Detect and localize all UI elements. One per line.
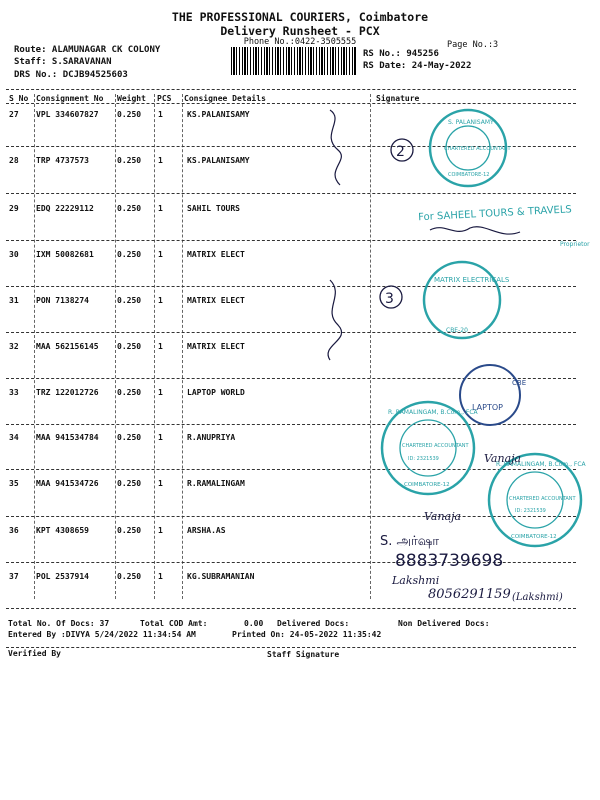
row-consignment: MAA 562156145 <box>36 342 99 351</box>
row-sno: 28 <box>9 156 19 165</box>
row-weight: 0.250 <box>117 110 142 119</box>
row-consignment: TRP 4737573 <box>36 156 89 165</box>
row-pcs: 1 <box>158 156 163 165</box>
row-weight: 0.250 <box>117 526 142 535</box>
row-pcs: 1 <box>158 526 163 535</box>
row-consignee: R.RAMALINGAM <box>187 479 245 488</box>
row-consignee: R.ANUPRIYA <box>187 433 236 442</box>
stamp-text: R. RAMALINGAM, B.Com., FCA <box>388 409 478 416</box>
row-weight: 0.250 <box>117 479 142 488</box>
route: Route: ALAMUNAGAR CK COLONY <box>14 45 161 55</box>
stamp-text: ID: 2321539 <box>408 456 439 462</box>
rs-number: RS No.: 945256 <box>363 49 439 59</box>
row-consignment: PON 7138274 <box>36 296 89 305</box>
staff: Staff: S.SARAVANAN <box>14 57 112 67</box>
stamp-text: CHARTERED ACCOUNTANT <box>402 443 469 449</box>
handwritten-name: Vanaja <box>484 452 522 465</box>
delivered-docs: Delivered Docs: <box>277 619 350 628</box>
row-consignee: KG.SUBRAMANIAN <box>187 572 255 581</box>
row-sno: 36 <box>9 526 19 535</box>
row-consignment: VPL 334607827 <box>36 110 99 119</box>
company-stamp <box>460 365 520 425</box>
col-header-consignment: Consignment No <box>36 94 104 103</box>
stamp-text: COIMBATORE-12 <box>404 482 450 488</box>
handwritten-signature <box>328 280 342 360</box>
row-sno: 37 <box>9 572 19 581</box>
row-consignee: KS.PALANISAMY <box>187 156 250 165</box>
document-title: Delivery Runsheet - PCX <box>220 24 380 38</box>
row-pcs: 1 <box>158 110 163 119</box>
handwritten-number: 3 <box>385 291 394 307</box>
row-pcs: 1 <box>158 204 163 213</box>
row-sno: 34 <box>9 433 19 442</box>
total-docs: Total No. Of Docs: 37 <box>8 619 110 628</box>
stamp-text: S. PALANISAMY <box>448 119 494 126</box>
row-pcs: 1 <box>158 296 163 305</box>
row-consignee: SAHIL TOURS <box>187 204 240 213</box>
row-weight: 0.250 <box>117 572 142 581</box>
row-consignment: KPT 4308659 <box>36 526 89 535</box>
row-pcs: 1 <box>158 572 163 581</box>
total-cod-label: Total COD Amt: <box>140 619 208 628</box>
stamp-text: CHARTERED ACCOUNTANT <box>444 146 511 152</box>
row-pcs: 1 <box>158 342 163 351</box>
col-header-pcs: PCS <box>157 94 172 103</box>
handwritten-phone: 8056291159 <box>428 587 511 602</box>
rs-date: RS Date: 24-May-2022 <box>363 61 472 71</box>
handwritten-signature <box>330 110 341 185</box>
stamp-text: For SAHEEL TOURS & TRAVELS <box>417 204 573 224</box>
stamp-text: Proprietor <box>560 241 590 248</box>
stamp-text: MATRIX ELECTRICALS <box>434 276 510 284</box>
row-sno: 30 <box>9 250 19 259</box>
row-consignment: EDQ 22229112 <box>36 204 94 213</box>
row-weight: 0.250 <box>117 156 142 165</box>
handwritten-signature <box>430 227 520 234</box>
non-delivered-docs: Non Delivered Docs: <box>398 619 490 628</box>
row-consignment: MAA 941534784 <box>36 433 99 442</box>
stamp-text: COIMBATORE-12 <box>448 172 490 178</box>
handwritten-number: 2 <box>396 144 405 160</box>
handwritten-name: S. அர்ஷா <box>380 534 440 549</box>
row-pcs: 1 <box>158 250 163 259</box>
row-sno: 29 <box>9 204 19 213</box>
row-consignee: MATRIX ELECT <box>187 296 245 305</box>
row-pcs: 1 <box>158 433 163 442</box>
row-weight: 0.250 <box>117 342 142 351</box>
row-weight: 0.250 <box>117 433 142 442</box>
stamp-text: CBE <box>512 379 527 387</box>
row-consignee: ARSHA.AS <box>187 526 226 535</box>
row-consignment: TRZ 122012726 <box>36 388 99 397</box>
handwritten-name: Lakshmi <box>392 574 440 587</box>
row-consignee: MATRIX ELECT <box>187 250 245 259</box>
col-header-sno: S No <box>9 94 29 103</box>
row-sno: 33 <box>9 388 19 397</box>
handwritten-phone: 8883739698 <box>395 551 504 571</box>
row-weight: 0.250 <box>117 204 142 213</box>
row-sno: 31 <box>9 296 19 305</box>
row-sno: 35 <box>9 479 19 488</box>
col-header-signature: Signature <box>376 94 420 103</box>
row-sno: 32 <box>9 342 19 351</box>
staff-signature: Staff Signature <box>267 650 340 659</box>
verified-by: Verified By <box>8 649 61 658</box>
stamp-text: COIMBATORE-12 <box>511 534 557 540</box>
row-sno: 27 <box>9 110 19 119</box>
stamp-text: ID: 2321539 <box>515 508 546 514</box>
drs-number: DRS No.: DCJB94525603 <box>14 70 128 80</box>
row-weight: 0.250 <box>117 296 142 305</box>
handwritten-name: (Lakshmi) <box>512 592 563 603</box>
stamp-text: CHARTERED ACCOUNTANT <box>509 496 576 502</box>
row-weight: 0.250 <box>117 388 142 397</box>
row-consignment: MAA 941534726 <box>36 479 99 488</box>
company-title: THE PROFESSIONAL COURIERS, Coimbatore <box>171 10 429 24</box>
col-header-consignee: Consignee Details <box>184 94 266 103</box>
stamp-text: R. RAMALINGAM, B.Com., FCA <box>496 461 586 468</box>
row-consignee: MATRIX ELECT <box>187 342 245 351</box>
row-pcs: 1 <box>158 388 163 397</box>
page-number: Page No.:3 <box>447 40 499 50</box>
row-consignment: IXM 50082681 <box>36 250 94 259</box>
col-header-weight: Weight <box>117 94 146 103</box>
row-consignee: LAPTOP WORLD <box>187 388 245 397</box>
handwritten-name: Vanaja <box>424 510 462 523</box>
entered-by: Entered By :DIVYA 5/24/2022 11:34:54 AM <box>8 630 196 639</box>
row-pcs: 1 <box>158 479 163 488</box>
row-consignment: POL 2537914 <box>36 572 89 581</box>
row-consignee: KS.PALANISAMY <box>187 110 250 119</box>
printed-on: Printed On: 24-05-2022 11:35:42 <box>232 630 382 639</box>
total-cod-value: 0.00 <box>244 619 264 628</box>
row-weight: 0.250 <box>117 250 142 259</box>
stamp-text: CBE-20 <box>446 327 468 334</box>
phone-number: Phone No.:0422-3505555 <box>243 37 357 47</box>
stamp-text: LAPTOP <box>472 403 503 412</box>
